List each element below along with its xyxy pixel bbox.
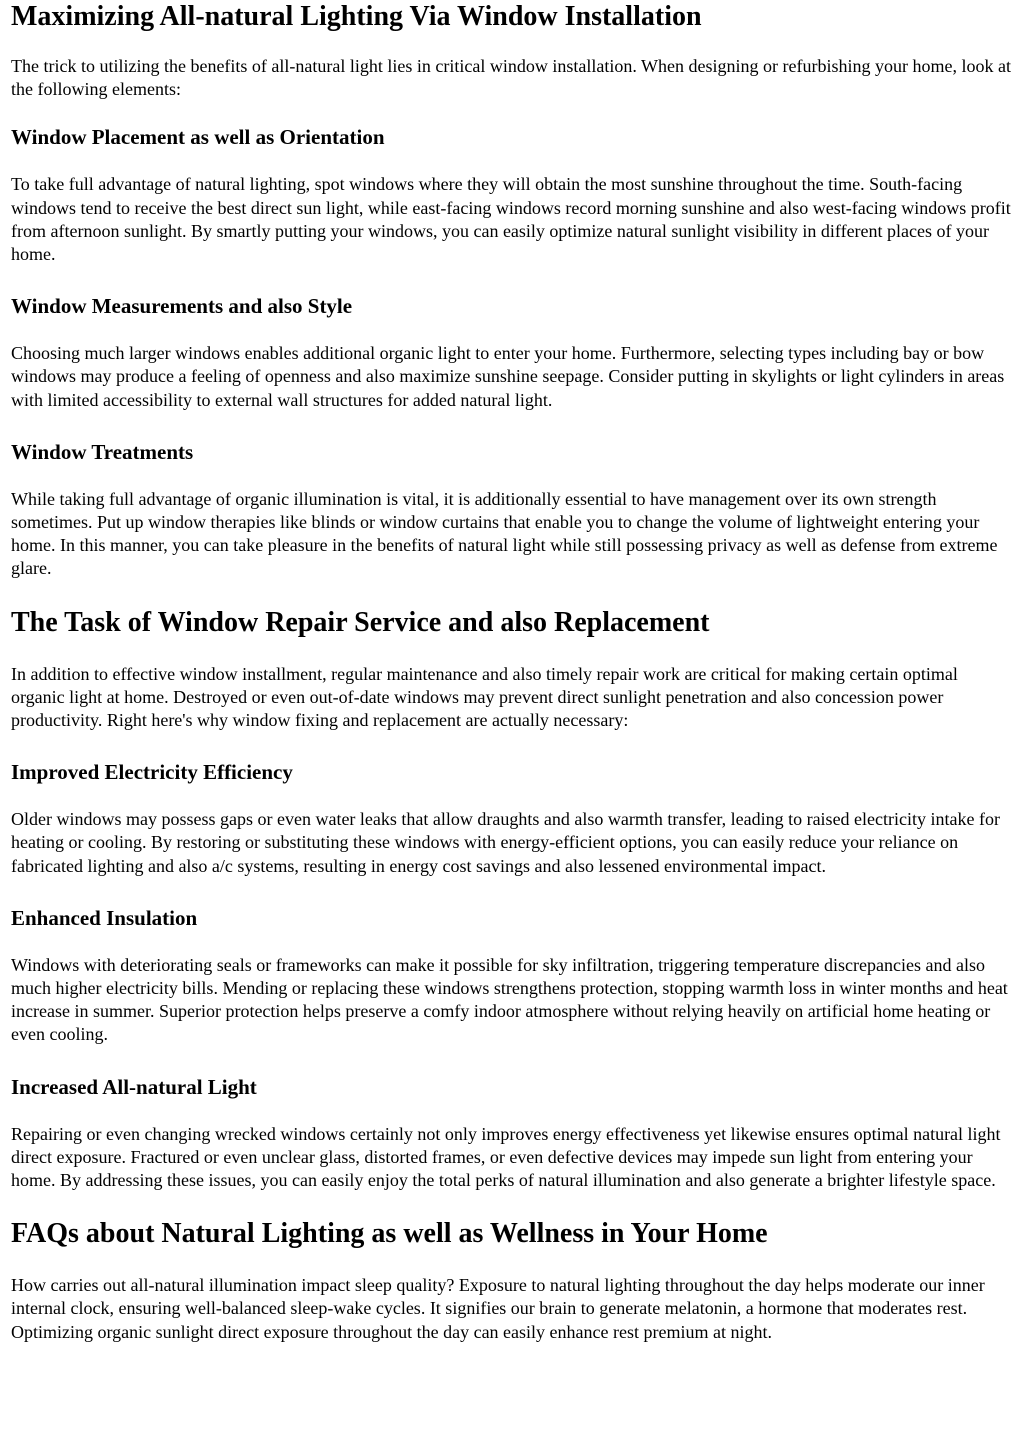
faq-section-title: FAQs about Natural Lighting as well as Wellness in Your Home xyxy=(11,1218,768,1250)
faq-paragraph: How carries out all-natural illumination impact sleep quality? Exposure to natural lighting throughout the day helps moderate our inner internal clock, ensuring well-balanced sleep-wake cycles. It signifies our brain to generate melatonin, a hormone that moderates rest. Optimizing organic sunlight direct exposure throughout the day can easily enhance rest premium at night. xyxy=(11,1275,985,1342)
size-heading: Window Measurements and also Style xyxy=(11,294,353,319)
size-paragraph: Choosing much larger windows enables additional organic light to enter your home. Furthermore, selecting types including bay or bow windows may produce a feeling of openness and also maximize sunshine seepage. Consider putting in skylights or light cylinders in areas with limited accessibility to external wall structures for added natural light. xyxy=(11,343,1005,410)
treatments-paragraph: While taking full advantage of organic illumination is vital, it is additionally essential to have management over its own strength sometimes. Put up window therapies like blinds or window curtains that enable you to change the volume of lightweight entering your home. In this manner, you can take pleasure in the benefits of natural light while still possessing privacy as well as defense from extreme glare. xyxy=(11,488,998,579)
repair-section-title: The Task of Window Repair Service and also Replacement xyxy=(11,606,710,638)
treatments-heading: Window Treatments xyxy=(11,439,194,464)
natural-light-paragraph: Repairing or even changing wrecked windows certainly not only improves energy effectiveness yet likewise ensures optimal natural light direct exposure. Fractured or even unclear glass, distorted frames, or even defective devices may impede sun light from entering your home. By addressing these issues, you can easily enjoy the total perks of natural illumination and also generate a brighter lifestyle space. xyxy=(11,1123,1001,1191)
energy-heading: Improved Electricity Efficiency xyxy=(11,760,293,785)
placement-paragraph: To take full advantage of natural lighting, spot windows where they will obtain the most sunshine throughout the time. South-facing windows tend to receive the best direct sun light, while east-facing windows record morning sunshine and also west-facing windows profit from afternoon sunlight. By smartly putting your windows, you can easily optimize natural sunlight visibility in different places of your home. xyxy=(11,174,1011,265)
energy-paragraph: Older windows may possess gaps or even water leaks that allow draughts and also warmth transfer, leading to raised electricity intake for heating or cooling. By restoring or substituting these windows with energy-efficient options, you can easily reduce your reliance on fabricated lighting and also a/c systems, resulting in energy cost savings and also lessened environmental impact. xyxy=(11,809,1000,876)
placement-heading: Window Placement as well as Orientation xyxy=(11,125,385,150)
insulation-heading: Enhanced Insulation xyxy=(11,905,198,930)
intro-paragraph: The trick to utilizing the benefits of all-natural light lies in critical window installation. When designing or refurbishing your home, look at the following elements: xyxy=(11,56,1011,100)
article-title: Maximizing All-natural Lighting Via Window Installation xyxy=(11,1,702,32)
natural-light-heading: Increased All-natural Light xyxy=(11,1074,257,1099)
insulation-paragraph: Windows with deteriorating seals or frameworks can make it possible for sky infiltration, triggering temperature discrepancies and also much higher electricity bills. Mending or replacing these windows strengthens protection, stopping warmth loss in winter months and heat increase in summer. Superior protection helps preserve a comfy indoor atmosphere without relying heavily on artificial home heating or even cooling. xyxy=(11,954,1008,1045)
repair-paragraph: In addition to effective window installment, regular maintenance and also timely repair work are critical for making certain optimal organic light at home. Destroyed or even out-of-date windows may prevent direct sunlight penetration and also concession power productivity. Right here's why window fixing and replacement are actually necessary: xyxy=(11,663,958,731)
